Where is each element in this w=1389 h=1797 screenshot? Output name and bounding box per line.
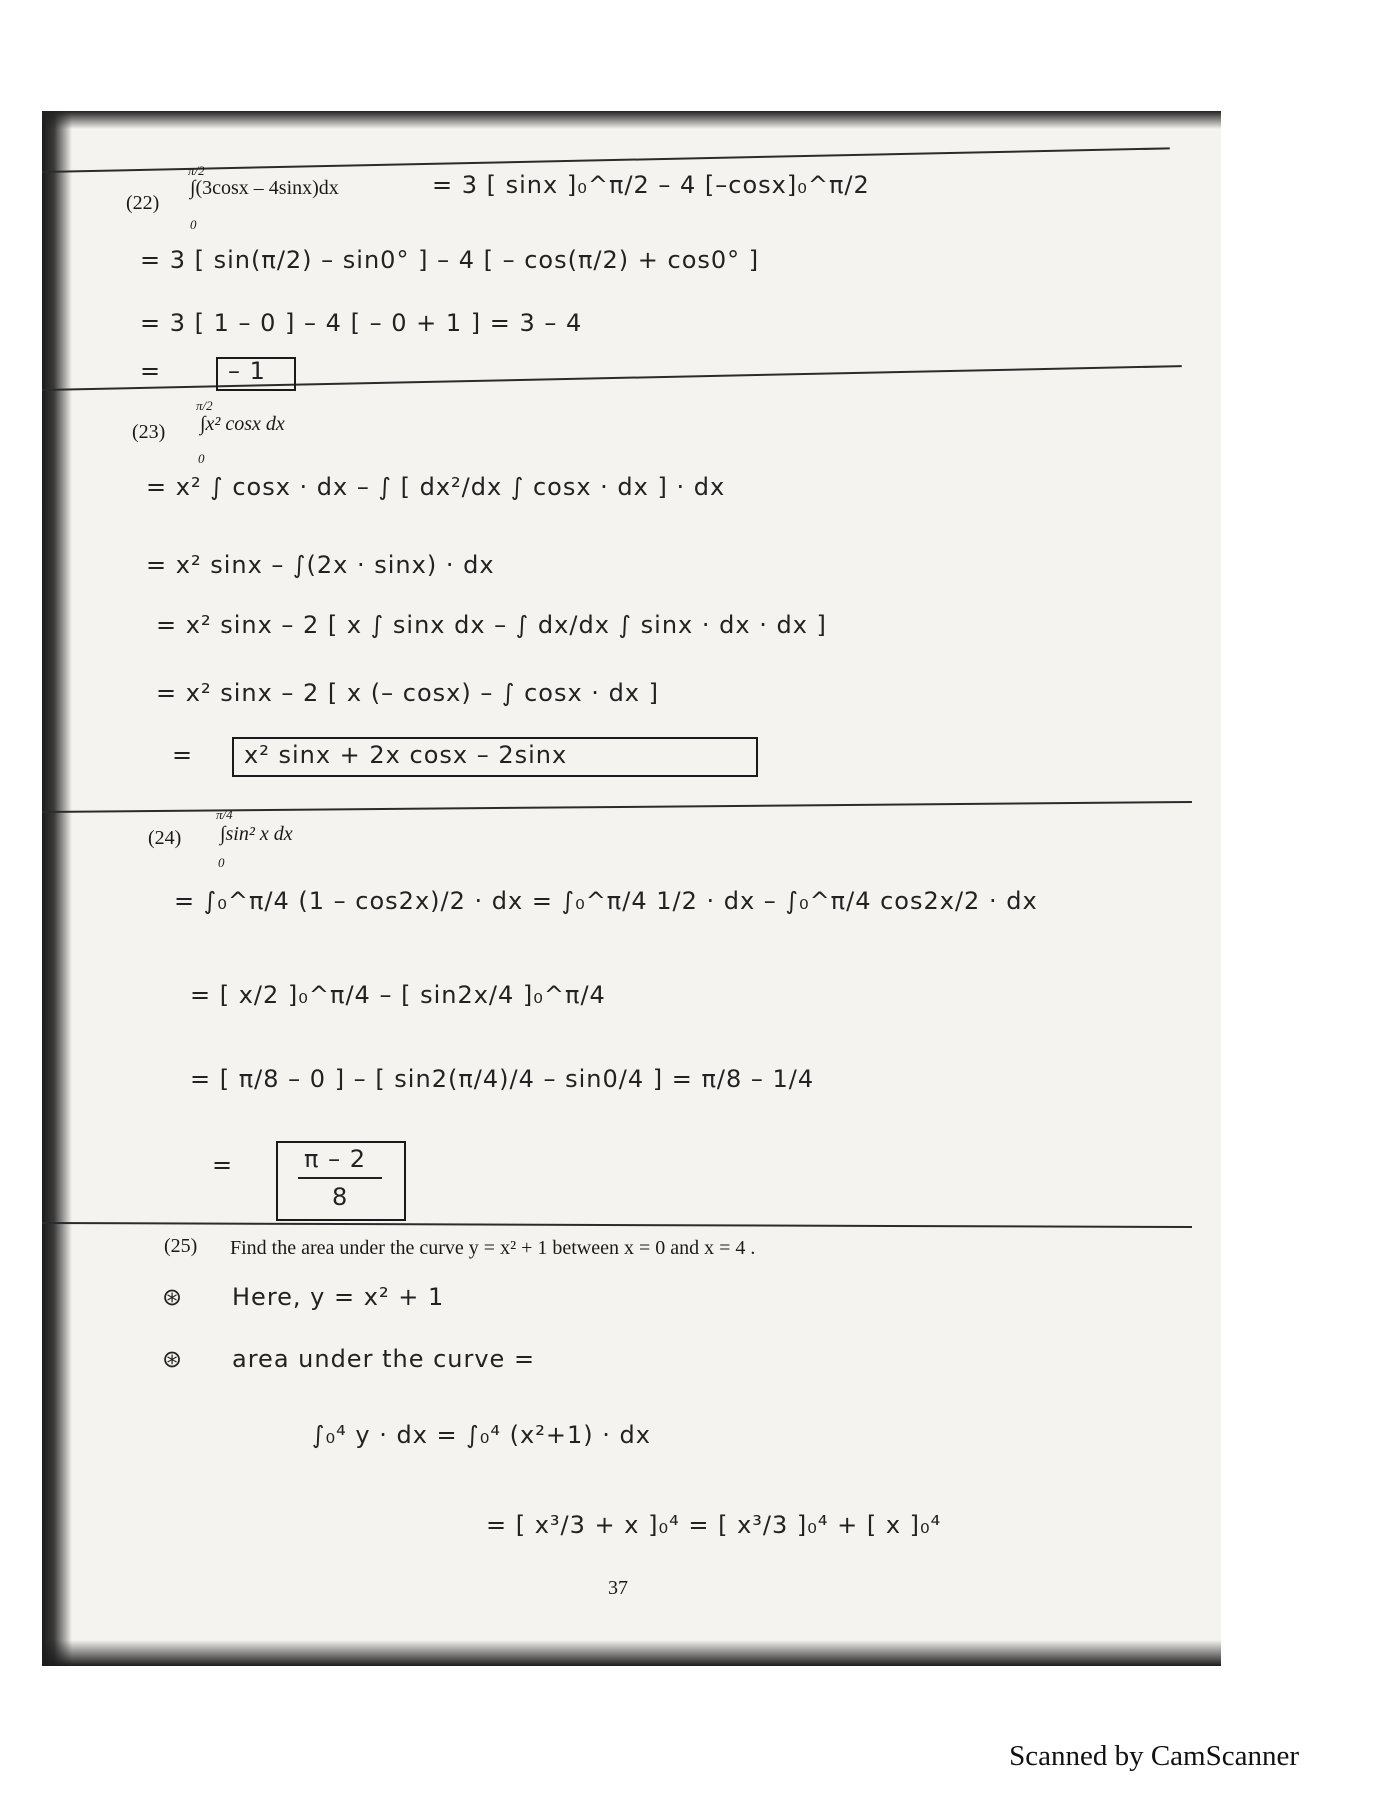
solution-line-1: = x² ∫ cosx · dx – ∫ [ dx²/dx ∫ cosx · dx ] · dx	[146, 473, 726, 501]
bullet-icon: ⊛	[162, 1345, 184, 1373]
problem-statement: Find the area under the curve y = x² + 1 between x = 0 and x = 4 .	[230, 1237, 756, 1259]
bullet-icon: ⊛	[162, 1283, 184, 1311]
lower-limit: 0	[190, 217, 197, 232]
separator-rule-4	[42, 1222, 1192, 1228]
solution-line-4-equals: =	[140, 357, 162, 385]
answer-denominator: 8	[332, 1183, 349, 1211]
solution-line-2: = [ x/2 ]₀^π/4 – [ sin2x/4 ]₀^π/4	[190, 981, 606, 1009]
solution-line-3: = [ π/8 – 0 ] – [ sin2(π/4)/4 – sin0/4 ] = π/8 – 1/4	[190, 1065, 815, 1093]
answer-value: – 1	[228, 357, 266, 385]
solution-line-1: = 3 [ sinx ]₀^π/2 – 4 [–cosx]₀^π/2	[432, 171, 870, 199]
upper-limit: π/4	[216, 807, 233, 822]
separator-rule-2	[42, 365, 1182, 391]
page-shadow-top	[42, 111, 1221, 129]
page-number: 37	[608, 1577, 628, 1599]
scanner-watermark: Scanned by CamScanner	[1009, 1740, 1299, 1772]
lower-limit: 0	[198, 451, 205, 466]
answer-fraction-bar	[298, 1177, 382, 1179]
solution-line-2: = 3 [ sin(π/2) – sin0° ] – 4 [ – cos(π/2) + cos0° ]	[140, 246, 760, 274]
answer-value: x² sinx + 2x cosx – 2sinx	[244, 741, 568, 769]
problem-statement: ∫x² cosx dx	[200, 413, 285, 435]
separator-rule-3	[42, 801, 1192, 813]
solution-line-5-equals: =	[172, 741, 194, 769]
solution-line-4-equals: =	[212, 1151, 234, 1179]
separator-rule-1	[42, 147, 1170, 173]
solution-line-3: = 3 [ 1 – 0 ] – 4 [ – 0 + 1 ] = 3 – 4	[140, 309, 583, 337]
lower-limit: 0	[218, 855, 225, 870]
upper-limit: π/2	[188, 163, 205, 178]
question-label: (24)	[148, 827, 182, 849]
question-label: (23)	[132, 421, 166, 443]
page-shadow-bottom	[42, 1640, 1221, 1666]
solution-line-4: = [ x³/3 + x ]₀⁴ = [ x³/3 ]₀⁴ + [ x ]₀⁴	[486, 1511, 942, 1539]
answer-numerator: π – 2	[304, 1145, 366, 1173]
solution-line-3: = x² sinx – 2 [ x ∫ sinx dx – ∫ dx/dx ∫ sinx · dx · dx ]	[156, 611, 827, 639]
solution-line-1: Here, y = x² + 1	[232, 1283, 445, 1311]
problem-statement: ∫sin² x dx	[220, 823, 293, 845]
question-label: (22)	[126, 192, 160, 214]
solution-line-2: = x² sinx – ∫(2x · sinx) · dx	[146, 551, 495, 579]
upper-limit: π/2	[196, 398, 213, 413]
solution-line-2: area under the curve =	[232, 1345, 536, 1373]
page-shadow-left	[42, 111, 72, 1666]
question-label: (25)	[164, 1235, 198, 1257]
solution-line-3: ∫₀⁴ y · dx = ∫₀⁴ (x²+1) · dx	[312, 1421, 651, 1449]
solution-line-4: = x² sinx – 2 [ x (– cosx) – ∫ cosx · dx ]	[156, 679, 659, 707]
problem-statement: ∫(3cosx – 4sinx)dx	[190, 177, 339, 199]
solution-line-1: = ∫₀^π/4 (1 – cos2x)/2 · dx = ∫₀^π/4 1/2 · dx – ∫₀^π/4 cos2x/2 · dx	[174, 887, 1038, 915]
scanned-page-photo	[42, 111, 1221, 1666]
